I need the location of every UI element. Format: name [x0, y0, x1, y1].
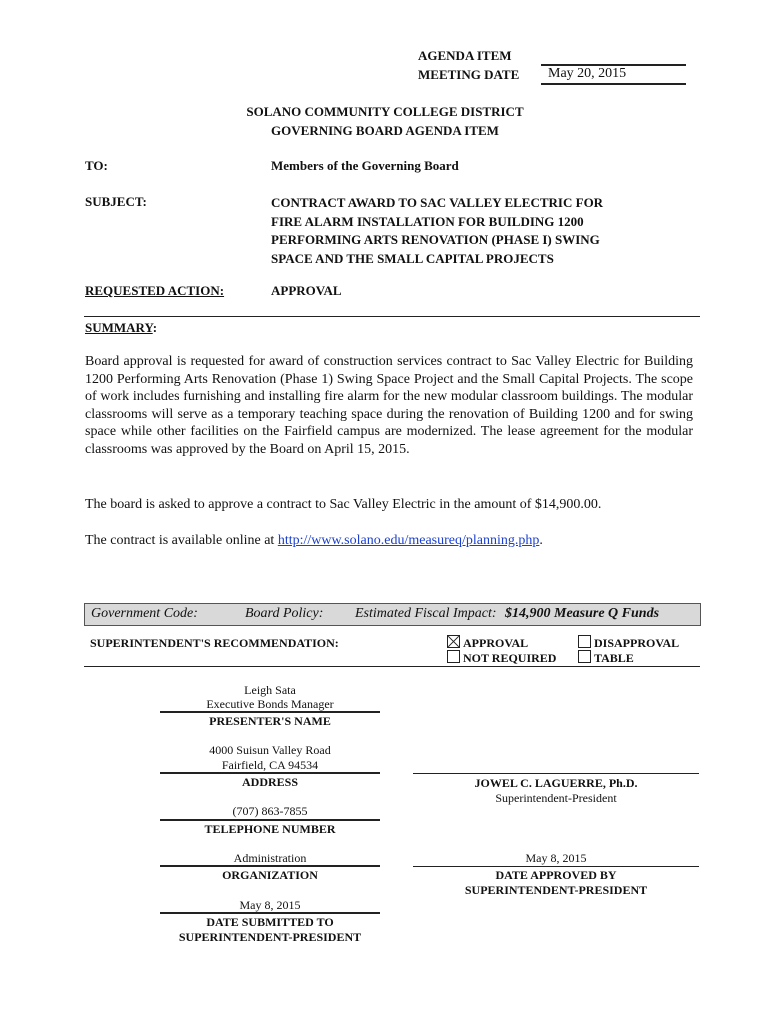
summary-heading	[85, 320, 157, 336]
presenter-underline	[160, 711, 380, 713]
subject-value	[271, 194, 603, 268]
organization-value: Administration	[233, 851, 307, 865]
option-approval-label: APPROVAL	[463, 636, 529, 650]
board-policy-label: Board Policy:	[245, 606, 324, 621]
form-title: GOVERNING BOARD AGENDA ITEM	[271, 123, 499, 138]
checkbox-icon[interactable]	[447, 650, 460, 663]
phone-label: TELEPHONE NUMBER	[204, 822, 336, 836]
option-disapproval[interactable]	[578, 635, 679, 651]
checkbox-icon[interactable]	[578, 635, 591, 648]
organization-label: ORGANIZATION	[222, 868, 318, 882]
subject-line: PERFORMING ARTS RENOVATION (PHASE I) SWING	[271, 232, 600, 247]
subject-label: SUBJECT:	[85, 194, 147, 209]
checked-box-icon[interactable]	[447, 635, 460, 648]
presenter-name-label: PRESENTER'S NAME	[209, 714, 331, 728]
date-submitted-underline	[160, 912, 380, 914]
fiscal-impact-bar	[84, 603, 701, 626]
presenter-name: Leigh Sata	[244, 683, 296, 697]
fiscal-impact-value: $14,900 Measure Q Funds	[505, 606, 660, 621]
date-approved-underline	[413, 866, 699, 867]
subject-line: FIRE ALARM INSTALLATION FOR BUILDING 1200	[271, 213, 584, 229]
superintendent-title: Superintendent-President	[495, 791, 617, 805]
address-line-1: 4000 Suisun Valley Road	[209, 743, 331, 757]
meeting-date-label: MEETING DATE	[418, 67, 520, 82]
district-name: SOLANO COMMUNITY COLLEGE DISTRICT	[246, 104, 524, 119]
government-code-label: Government Code:	[91, 606, 198, 621]
to-label: TO:	[85, 158, 108, 173]
superintendent-name: JOWEL C. LAGUERRE, Ph.D.	[474, 776, 638, 790]
signature-line	[413, 773, 699, 774]
date-approved-label-1: DATE APPROVED BY	[495, 868, 617, 882]
summary-paragraph-3	[85, 532, 693, 550]
requested-action-label: REQUESTED ACTION:	[85, 283, 225, 298]
contract-link[interactable]: http://www.solano.edu/measureq/planning.php	[277, 533, 540, 548]
address-underline	[160, 772, 380, 774]
date-submitted-value: May 8, 2015	[239, 898, 301, 912]
organization-underline	[160, 865, 380, 867]
option-disapproval-label: DISAPPROVAL	[594, 636, 680, 650]
checkbox-icon[interactable]	[578, 650, 591, 663]
date-approved-value: May 8, 2015	[525, 851, 587, 865]
summary-paragraph-1: Board approval is requested for award of construction services contract to Sac Valley Electric for Building 1200 Performing Arts Renovation (Phase 1) Swing Space Project and the Small Capital Projects. The scope of work includes furnishing and installing fire alarm for the new modular classroom buildings. The modular classrooms will serve as a temporary teaching space during the renovation of Building 1200 and for swing space while other facilities on the Fairfield campus are modernized. The lease agreement for the modular classrooms was approved by the Board on April 15, 2015.	[85, 354, 693, 457]
requested-action-value: APPROVAL	[271, 283, 342, 298]
meeting-date-value: May 20, 2015	[548, 66, 627, 81]
date-submitted-label-1: DATE SUBMITTED TO	[206, 915, 334, 929]
option-not-required-label: NOT REQUIRED	[463, 651, 557, 665]
recommendation-label: SUPERINTENDENT'S RECOMMENDATION:	[90, 636, 339, 650]
phone-value: (707) 863-7855	[232, 804, 308, 818]
subject-line: SPACE AND THE SMALL CAPITAL PROJECTS	[271, 250, 554, 266]
contract-text-suffix: .	[539, 533, 543, 548]
date-approved-label-2: SUPERINTENDENT-PRESIDENT	[464, 883, 648, 897]
summary-paragraph-2: The board is asked to approve a contract to Sac Valley Electric in the amount of $14,900.00.	[85, 497, 602, 512]
agenda-item-label: AGENDA ITEM	[418, 48, 512, 63]
option-not-required[interactable]	[447, 650, 556, 666]
contract-text-prefix: The contract is available online at	[85, 533, 278, 548]
option-table-label: TABLE	[594, 651, 634, 665]
option-approval[interactable]	[447, 635, 528, 651]
date-submitted-label-2: SUPERINTENDENT-PRESIDENT	[178, 930, 362, 944]
section-divider	[84, 316, 700, 317]
option-table[interactable]	[578, 650, 634, 666]
fiscal-impact-label: Estimated Fiscal Impact:	[355, 606, 497, 621]
address-label: ADDRESS	[241, 775, 298, 789]
recommendation-divider	[84, 666, 700, 667]
address-line-2: Fairfield, CA 94534	[221, 758, 319, 772]
subject-line: CONTRACT AWARD TO SAC VALLEY ELECTRIC FOR	[271, 195, 604, 210]
summary-heading-text: SUMMARY	[85, 320, 153, 335]
presenter-title: Executive Bonds Manager	[206, 697, 334, 711]
summary-heading-colon: :	[152, 320, 158, 335]
to-value: Members of the Governing Board	[271, 158, 459, 173]
phone-underline	[160, 819, 380, 821]
meeting-date-underline	[541, 83, 686, 85]
